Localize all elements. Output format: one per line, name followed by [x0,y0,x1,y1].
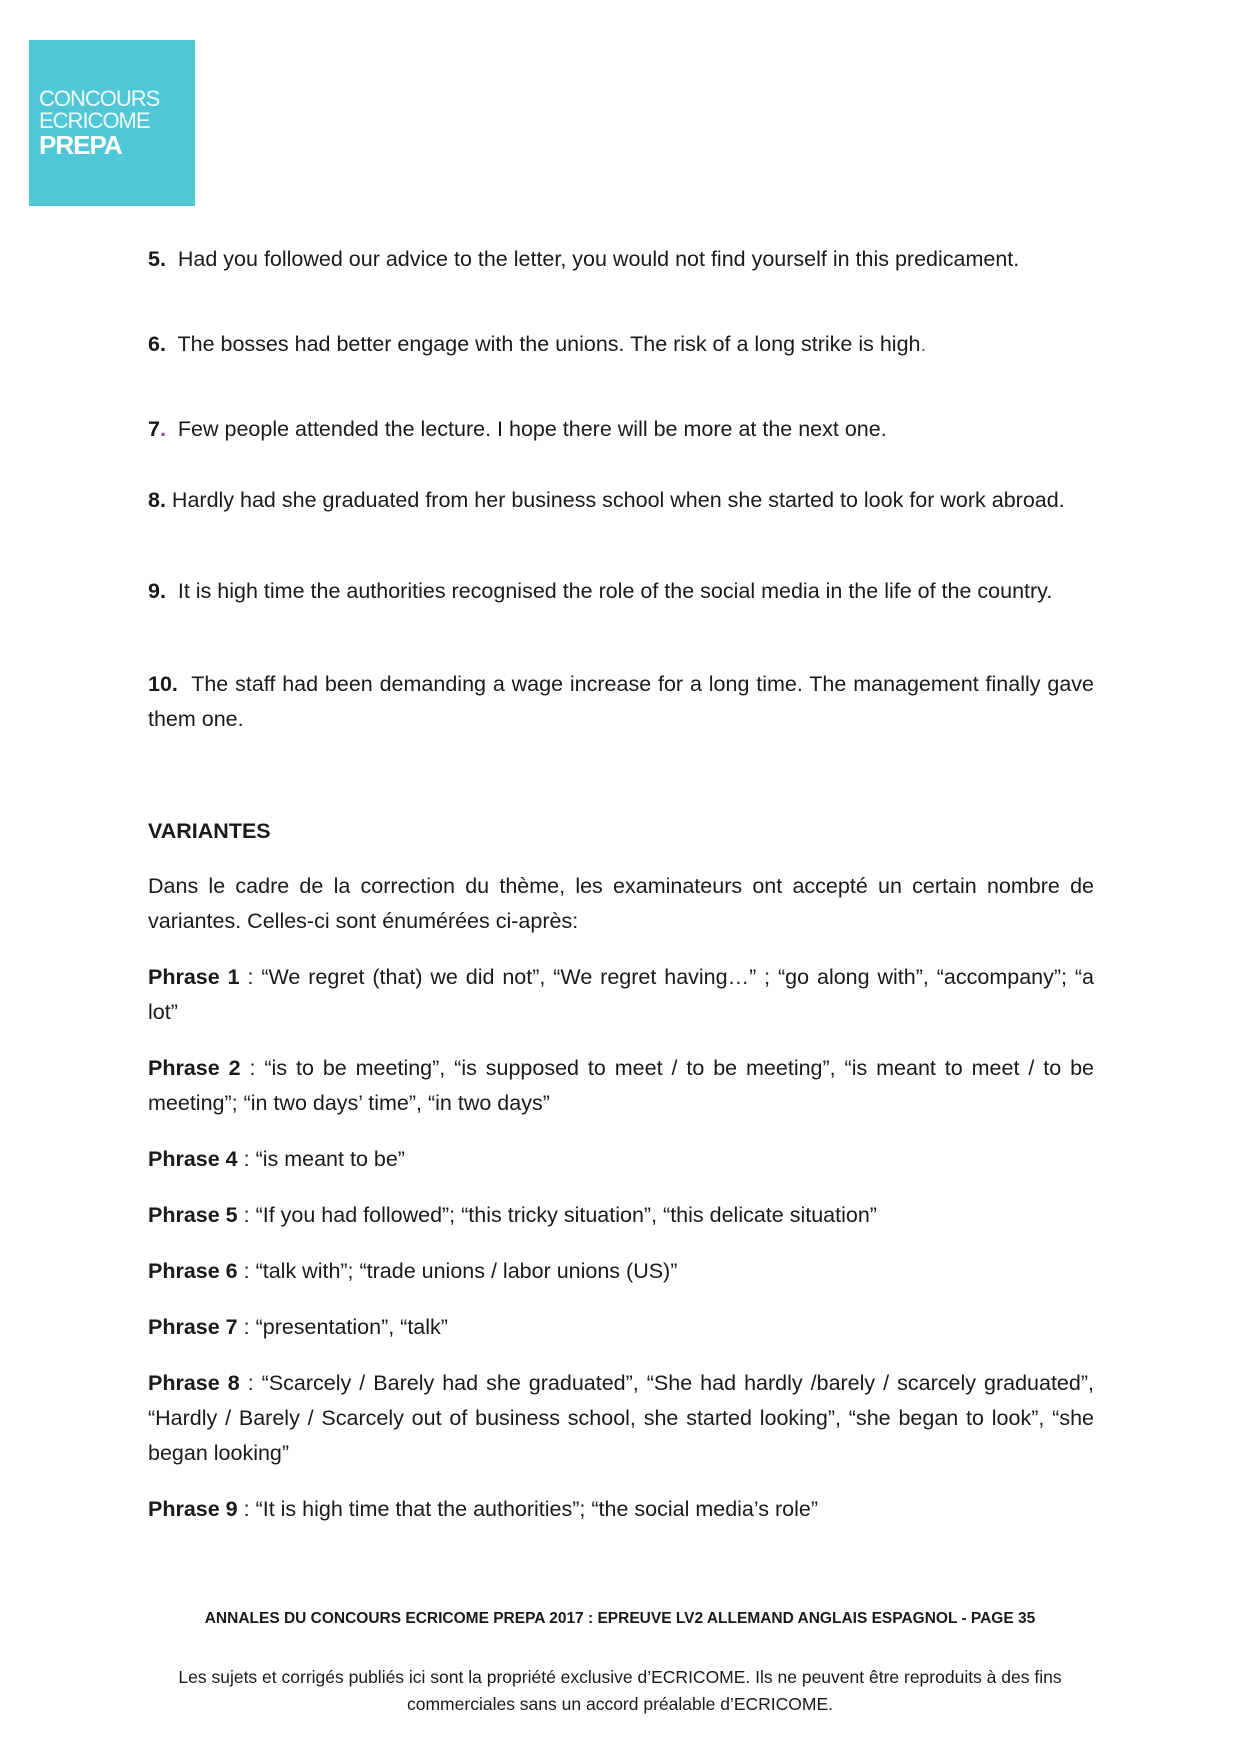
variantes-intro: Dans le cadre de la correction du thème, les examinateurs ont accepté un certain nombre de variantes. Celles-ci sont énumérées ci-après: [148,874,1094,933]
sentence-7: 7. Few people attended the lecture. I hope there will be more at the next one. [148,417,887,441]
sentence-8: 8. Hardly had she graduated from her business school when she started to look for work abroad. [148,488,1065,512]
logo-line-concours: CONCOURS [39,86,160,111]
variante-phrase-9: Phrase 9 : “It is high time that the authorities”; “the social media’s role” [148,1497,819,1521]
variantes-heading: VARIANTES [148,819,271,843]
variante-phrase-2: Phrase 2 : “is to be meeting”, “is supposed to meet / to be meeting”, “is meant to meet / to be meeting”; “in two days’ time”, “in two days” [148,1056,1094,1115]
variante-phrase-6: Phrase 6 : “talk with”; “trade unions / labor unions (US)” [148,1259,678,1283]
sentence-5: 5. Had you followed our advice to the letter, you would not find yourself in this predicament. [148,247,1020,271]
variante-phrase-1: Phrase 1 : “We regret (that) we did not”, “We regret having…” ; “go along with”, “accompany”; “a lot” [148,965,1095,1024]
footer-copyright-note: Les sujets et corrigés publiés ici sont la propriété exclusive d’ECRICOME. Ils ne peuvent être reproduits à des fins commerciales sans un accord préalable d’ECRICOME. [178,1667,1062,1714]
logo-line-prepa: PREPA [39,130,122,160]
ecricome-logo [29,40,195,206]
sentence-6: 6. The bosses had better engage with the unions. The risk of a long strike is high. [148,332,927,356]
variante-phrase-4: Phrase 4 : “is meant to be” [148,1147,405,1171]
sentence-10: 10. The staff had been demanding a wage increase for a long time. The management finally gave them one. [148,672,1094,731]
variante-phrase-7: Phrase 7 : “presentation”, “talk” [148,1315,448,1339]
variante-phrase-5: Phrase 5 : “If you had followed”; “this tricky situation”, “this delicate situation” [148,1203,877,1227]
logo-line-ecricome: ECRICOME [39,108,150,133]
sentence-9: 9. It is high time the authorities recognised the role of the social media in the life of the country. [148,579,1053,603]
footer-title: ANNALES DU CONCOURS ECRICOME PREPA 2017 : EPREUVE LV2 ALLEMAND ANGLAIS ESPAGNOL - PAGE 35 [204,1610,1036,1627]
variante-phrase-8: Phrase 8 : “Scarcely / Barely had she graduated”, “She had hardly /barely / scarcely graduated”, “Hardly / Barely / Scarcely out of business school, she started looking”, “she began to look”, “she began looking” [148,1371,1094,1465]
